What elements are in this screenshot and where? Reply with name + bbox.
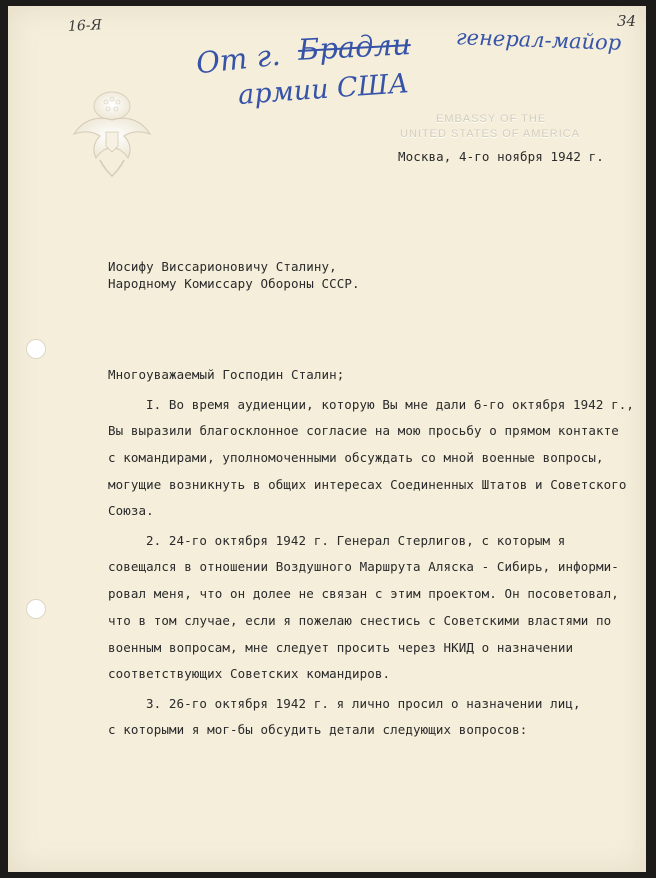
body-line: 2. 24-го октября 1942 г. Генерал Стерлигов, с которым я bbox=[146, 533, 566, 548]
handwritten-prefix: От г. bbox=[194, 37, 282, 81]
body-line: военным вопросам, мне следует просить через НКИД о назначении bbox=[108, 640, 574, 655]
handwritten-name: Брадли bbox=[297, 27, 412, 67]
archive-number: 16-Я bbox=[67, 17, 103, 35]
salutation: Многоуважаемый Господин Сталин; bbox=[108, 367, 345, 382]
body-line: с командирами, уполномоченными обсуждать со мной военные вопросы, bbox=[108, 450, 604, 465]
punch-hole-top bbox=[26, 339, 46, 359]
body-line: соответствующих Советских командиров. bbox=[108, 666, 391, 681]
body-line: могущие возникнуть в общих интересах Соединенных Штатов и Советского bbox=[108, 477, 627, 492]
punch-hole-bottom bbox=[26, 599, 46, 619]
body-line: I. Во время аудиенции, которую Вы мне дали 6-го октября 1942 г., bbox=[146, 397, 635, 412]
body-line: совещался в отношении Воздушного Маршрута Аляска - Сибирь, информи- bbox=[108, 559, 619, 574]
embossed-seal-icon bbox=[70, 86, 154, 178]
body-line: ровал меня, что он долее не связан с этим проектом. Он посоветовал, bbox=[108, 586, 619, 601]
embassy-letterhead-line1: EMBASSY OF THE bbox=[436, 113, 547, 125]
addressee-title: Народному Комиссару Обороны СССР. bbox=[108, 276, 360, 291]
body-line: что в том случае, если я пожелаю снестись с Советскими властями по bbox=[108, 613, 612, 628]
embassy-letterhead-line2: UNITED STATES OF AMERICA bbox=[400, 128, 581, 140]
handwritten-rank: генерал-майор bbox=[455, 25, 622, 55]
body-line: с которыми я мог-бы обсудить детали следующих вопросов: bbox=[108, 722, 528, 737]
handwritten-army: армии США bbox=[237, 68, 410, 111]
body-line: Вы выразили благосклонное согласие на мою просьбу о прямом контакте bbox=[108, 423, 619, 438]
addressee-name: Иосифу Виссарионовичу Сталину, bbox=[108, 259, 337, 274]
body-line: Союза. bbox=[108, 503, 154, 518]
page-number: 34 bbox=[617, 12, 637, 30]
date-line: Москва, 4-го ноября 1942 г. bbox=[398, 149, 604, 164]
body-line: 3. 26-го октября 1942 г. я лично просил о назначении лиц, bbox=[146, 696, 581, 711]
